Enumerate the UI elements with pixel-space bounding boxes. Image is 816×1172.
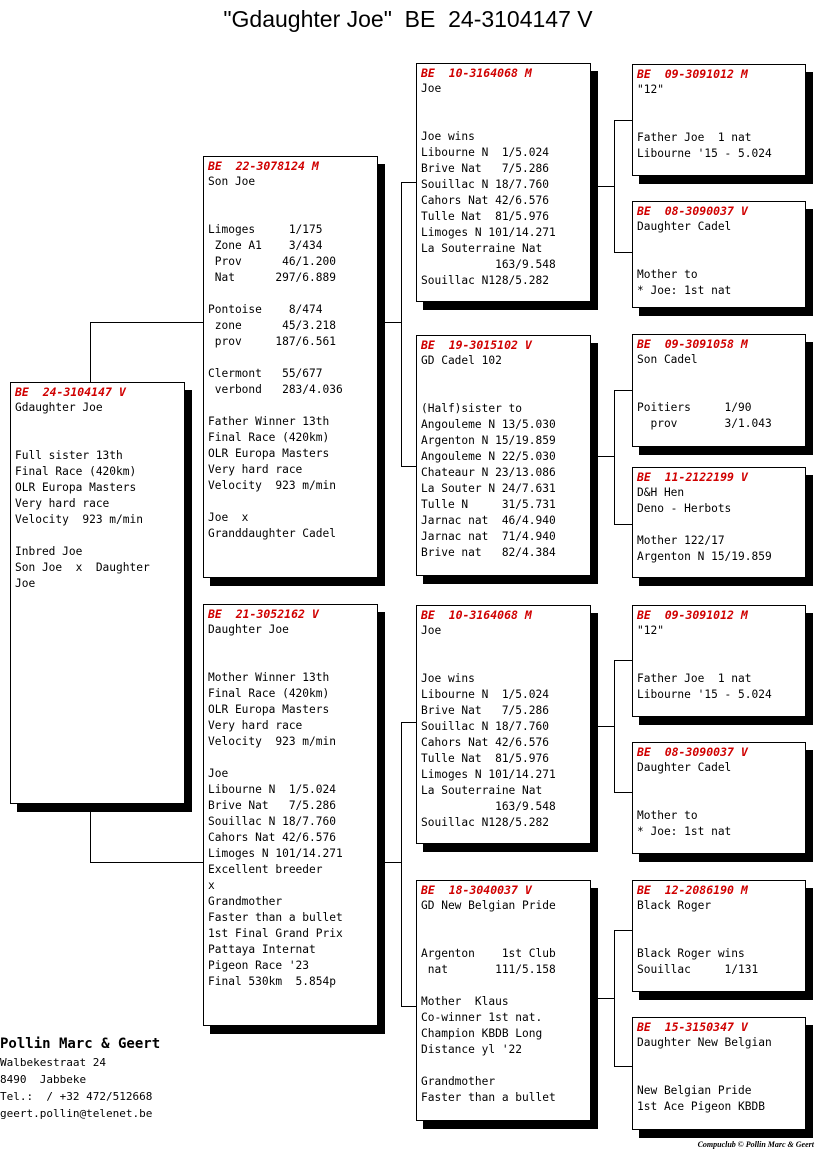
connector-line bbox=[614, 1066, 632, 1067]
card-line: Argenton N 15/19.859 bbox=[421, 434, 556, 447]
card-line: Co-winner 1st nat. bbox=[421, 1011, 543, 1024]
connector-line bbox=[614, 524, 632, 525]
pigeon-card-dam-sire-dam bbox=[632, 742, 806, 854]
card-line: Limoges N 101/14.271 bbox=[208, 847, 343, 860]
card-line: Mother to bbox=[637, 809, 698, 822]
card-line: Daughter Cadel bbox=[637, 761, 732, 774]
breeder-name: Pollin Marc & Geert bbox=[0, 1036, 161, 1052]
card-line: Clermont 55/677 bbox=[208, 367, 323, 380]
card-line: Libourne '15 - 5.024 bbox=[637, 147, 772, 160]
card-line bbox=[208, 398, 377, 414]
card-line: Cahors Nat 42/6.576 bbox=[421, 194, 549, 207]
pigeon-card-dam-sire-sire bbox=[632, 605, 806, 717]
ring-number: BE 11-2122199 V bbox=[637, 470, 748, 484]
connector-line bbox=[614, 390, 615, 524]
card-line bbox=[637, 930, 805, 946]
card-line: Son Cadel bbox=[637, 353, 698, 366]
connector-line bbox=[90, 862, 204, 863]
card-line: Mother to bbox=[637, 268, 698, 281]
card-line bbox=[208, 654, 377, 670]
card-line: nat 111/5.158 bbox=[421, 963, 556, 976]
card-line bbox=[421, 930, 590, 946]
ring-number: BE 09-3091012 M bbox=[637, 608, 748, 622]
card-line: Daughter Cadel bbox=[637, 220, 732, 233]
card-line: Souillac N 18/7.760 bbox=[421, 720, 549, 733]
card-line: Father Joe 1 nat bbox=[637, 131, 752, 144]
card-line bbox=[637, 114, 805, 130]
card-line bbox=[421, 655, 590, 671]
pigeon-card-subject bbox=[10, 382, 185, 804]
breeder-phone: Tel.: / +32 472/512668 bbox=[0, 1090, 153, 1103]
card-line: * Joe: 1st nat bbox=[637, 825, 732, 838]
page-title: "Gdaughter Joe" BE 24-3104147 V bbox=[223, 6, 593, 32]
card-line bbox=[637, 792, 805, 808]
card-line bbox=[421, 369, 590, 385]
card-line: Faster than a bullet bbox=[421, 1091, 556, 1104]
breeder-city: 8490 Jabbeke bbox=[0, 1073, 87, 1086]
connector-line bbox=[90, 322, 204, 323]
pigeon-card-sire bbox=[203, 156, 378, 578]
ring-number: BE 09-3091012 M bbox=[637, 67, 748, 81]
pigeon-card-sire-dam-sire bbox=[632, 334, 806, 447]
card-line: zone 45/3.218 bbox=[208, 319, 336, 332]
card-line: La Souterraine Nat bbox=[421, 784, 543, 797]
card-line: Final 530km 5.854p bbox=[208, 975, 336, 988]
card-line: Brive Nat 7/5.286 bbox=[208, 799, 336, 812]
card-line: Libourne N 1/5.024 bbox=[208, 783, 336, 796]
card-line: Inbred Joe bbox=[15, 545, 83, 558]
card-line bbox=[208, 750, 377, 766]
card-line bbox=[421, 639, 590, 655]
connector-line bbox=[596, 726, 614, 727]
card-line: Daughter Joe bbox=[208, 623, 289, 636]
card-line: 163/9.548 bbox=[421, 800, 556, 813]
card-line: Pattaya Internat bbox=[208, 943, 316, 956]
card-line: Cahors Nat 42/6.576 bbox=[421, 736, 549, 749]
card-line bbox=[208, 286, 377, 302]
card-line: Brive nat 82/4.384 bbox=[421, 546, 556, 559]
ring-number: BE 19-3015102 V bbox=[421, 338, 532, 352]
card-line: Poitiers 1/90 bbox=[637, 401, 752, 414]
connector-line bbox=[401, 182, 417, 183]
card-line: Faster than a bullet bbox=[208, 911, 343, 924]
card-line bbox=[15, 432, 184, 448]
pigeon-card-dam-dam-dam bbox=[632, 1017, 806, 1130]
copyright-footer: Compuclub © Pollin Marc & Geert bbox=[697, 1140, 814, 1149]
card-line bbox=[637, 1051, 805, 1067]
card-line: Excellent breeder bbox=[208, 863, 323, 876]
card-line: Father Joe 1 nat bbox=[637, 672, 752, 685]
connector-line bbox=[401, 466, 417, 467]
card-line: Souillac N 18/7.760 bbox=[421, 178, 549, 191]
card-line: Nat 297/6.889 bbox=[208, 271, 336, 284]
card-line: OLR Europa Masters bbox=[208, 703, 330, 716]
card-line bbox=[421, 113, 590, 129]
card-line: Tulle Nat 81/5.976 bbox=[421, 752, 549, 765]
connector-line bbox=[614, 660, 632, 661]
connector-line bbox=[383, 322, 401, 323]
card-line: Very hard race bbox=[208, 463, 303, 476]
connector-line bbox=[614, 390, 632, 391]
card-line: Very hard race bbox=[15, 497, 110, 510]
card-line: Brive Nat 7/5.286 bbox=[421, 162, 549, 175]
card-line: * Joe: 1st nat bbox=[637, 284, 732, 297]
card-line: Jarnac nat 46/4.940 bbox=[421, 514, 556, 527]
pigeon-card-sire-dam-dam bbox=[632, 467, 806, 578]
card-line: Velocity 923 m/min bbox=[208, 735, 336, 748]
connector-line bbox=[614, 252, 632, 253]
ring-number: BE 08-3090037 V bbox=[637, 204, 748, 218]
card-line: Joe wins bbox=[421, 672, 475, 685]
card-line: Chateaur N 23/13.086 bbox=[421, 466, 556, 479]
card-line: Souillac N128/5.282 bbox=[421, 816, 549, 829]
card-line: Tulle Nat 81/5.976 bbox=[421, 210, 549, 223]
card-line: Angouleme N 13/5.030 bbox=[421, 418, 556, 431]
card-line: OLR Europa Masters bbox=[208, 447, 330, 460]
card-line: Final Race (420km) bbox=[208, 687, 330, 700]
card-line: Libourne N 1/5.024 bbox=[421, 146, 549, 159]
card-line: Mother 122/17 bbox=[637, 534, 725, 547]
card-line bbox=[208, 350, 377, 366]
card-line: Very hard race bbox=[208, 719, 303, 732]
breeder-street: Walbekestraat 24 bbox=[0, 1056, 106, 1069]
card-line: Joe x bbox=[208, 511, 249, 524]
card-line: Distance yl '22 bbox=[421, 1043, 523, 1056]
card-line: Full sister 13th bbox=[15, 449, 123, 462]
pigeon-card-dam-sire bbox=[416, 605, 591, 844]
card-line: Angouleme N 22/5.030 bbox=[421, 450, 556, 463]
ring-number: BE 12-2086190 M bbox=[637, 883, 748, 897]
card-line: Granddaughter Cadel bbox=[208, 527, 336, 540]
card-line bbox=[637, 251, 805, 267]
pigeon-card-sire-sire-sire bbox=[632, 64, 806, 176]
card-line: Black Roger wins bbox=[637, 947, 745, 960]
card-line: prov 187/6.561 bbox=[208, 335, 336, 348]
pigeon-card-sire-sire bbox=[416, 63, 591, 302]
card-line bbox=[15, 528, 184, 544]
card-line: Velocity 923 m/min bbox=[208, 479, 336, 492]
connector-line bbox=[614, 120, 615, 252]
connector-line bbox=[401, 182, 402, 466]
card-line: Libourne N 1/5.024 bbox=[421, 688, 549, 701]
pigeon-card-dam-dam bbox=[416, 880, 591, 1121]
card-line bbox=[208, 190, 377, 206]
connector-line bbox=[614, 660, 615, 792]
connector-line bbox=[614, 930, 632, 931]
pigeon-card-sire-dam bbox=[416, 335, 591, 576]
card-line: Velocity 923 m/min bbox=[15, 513, 143, 526]
card-line: OLR Europa Masters bbox=[15, 481, 137, 494]
pigeon-card-dam bbox=[203, 604, 378, 1026]
card-line bbox=[208, 638, 377, 654]
ring-number: BE 08-3090037 V bbox=[637, 745, 748, 759]
card-line: New Belgian Pride bbox=[637, 1084, 752, 1097]
card-line: verbond 283/4.036 bbox=[208, 383, 343, 396]
card-line: prov 3/1.043 bbox=[637, 417, 772, 430]
card-line bbox=[637, 517, 805, 533]
card-line bbox=[421, 385, 590, 401]
card-line bbox=[637, 235, 805, 251]
connector-line bbox=[614, 792, 632, 793]
card-line: Son Joe x Daughter bbox=[15, 561, 150, 574]
card-line: (Half)sister to bbox=[421, 402, 523, 415]
card-line: Joe bbox=[15, 577, 36, 590]
breeder-email[interactable]: geert.pollin@telenet.be bbox=[0, 1107, 153, 1120]
card-line: "12" bbox=[637, 624, 664, 637]
connector-line bbox=[90, 810, 91, 862]
card-line: Prov 46/1.200 bbox=[208, 255, 336, 268]
card-line: Grandmother bbox=[421, 1075, 496, 1088]
card-line: Final Race (420km) bbox=[15, 465, 137, 478]
card-line: 1st Final Grand Prix bbox=[208, 927, 343, 940]
card-line: Jarnac nat 71/4.940 bbox=[421, 530, 556, 543]
connector-line bbox=[596, 998, 614, 999]
ring-number: BE 18-3040037 V bbox=[421, 883, 532, 897]
card-line: Pontoise 8/474 bbox=[208, 303, 323, 316]
card-line: Limoges N 101/14.271 bbox=[421, 226, 556, 239]
connector-line bbox=[614, 120, 632, 121]
card-line: Limoges 1/175 bbox=[208, 223, 323, 236]
card-line: GD Cadel 102 bbox=[421, 354, 502, 367]
card-line: GD New Belgian Pride bbox=[421, 899, 556, 912]
ring-number: BE 10-3164068 M bbox=[421, 608, 532, 622]
card-line: Souillac N 18/7.760 bbox=[208, 815, 336, 828]
card-line: Grandmother bbox=[208, 895, 283, 908]
ring-number: BE 10-3164068 M bbox=[421, 66, 532, 80]
card-line: Libourne '15 - 5.024 bbox=[637, 688, 772, 701]
card-line bbox=[208, 494, 377, 510]
card-line bbox=[208, 206, 377, 222]
card-line: Cahors Nat 42/6.576 bbox=[208, 831, 336, 844]
card-line: Souillac 1/131 bbox=[637, 963, 759, 976]
card-line: Deno - Herbots bbox=[637, 502, 732, 515]
card-line: Joe bbox=[208, 767, 229, 780]
card-line: La Souterraine Nat bbox=[421, 242, 543, 255]
card-line: Argenton 1st Club bbox=[421, 947, 556, 960]
card-line: Argenton N 15/19.859 bbox=[637, 550, 772, 563]
ring-number: BE 15-3150347 V bbox=[637, 1020, 748, 1034]
card-line: Pigeon Race '23 bbox=[208, 959, 310, 972]
card-line bbox=[637, 384, 805, 400]
card-line: Joe bbox=[421, 624, 442, 637]
card-line bbox=[421, 914, 590, 930]
card-line: Champion KBDB Long bbox=[421, 1027, 543, 1040]
card-line bbox=[637, 98, 805, 114]
card-line: Final Race (420km) bbox=[208, 431, 330, 444]
card-line: 1st Ace Pigeon KBDB bbox=[637, 1100, 765, 1113]
card-line bbox=[637, 776, 805, 792]
ring-number: BE 21-3052162 V bbox=[208, 607, 319, 621]
card-line: La Souter N 24/7.631 bbox=[421, 482, 556, 495]
card-line: "12" bbox=[637, 83, 664, 96]
connector-line bbox=[614, 930, 615, 1066]
card-line: Limoges N 101/14.271 bbox=[421, 768, 556, 781]
card-line: D&H Hen bbox=[637, 486, 685, 499]
connector-line bbox=[596, 186, 614, 187]
card-line: Tulle N 31/5.731 bbox=[421, 498, 556, 511]
ring-number: BE 22-3078124 M bbox=[208, 159, 319, 173]
card-line: 163/9.548 bbox=[421, 258, 556, 271]
card-line: Father Winner 13th bbox=[208, 415, 330, 428]
connector-line bbox=[401, 722, 402, 1007]
card-line: Mother Klaus bbox=[421, 995, 509, 1008]
card-line: Mother Winner 13th bbox=[208, 671, 330, 684]
card-line bbox=[637, 1067, 805, 1083]
breeder-info bbox=[0, 1034, 160, 1122]
card-line bbox=[637, 655, 805, 671]
card-line: Gdaughter Joe bbox=[15, 401, 103, 414]
card-line bbox=[421, 1058, 590, 1074]
ring-number: BE 09-3091058 M bbox=[637, 337, 748, 351]
card-line: Daughter New Belgian bbox=[637, 1036, 772, 1049]
card-line: Brive Nat 7/5.286 bbox=[421, 704, 549, 717]
card-line: x bbox=[208, 879, 215, 892]
card-line bbox=[637, 368, 805, 384]
ring-number: BE 24-3104147 V bbox=[15, 385, 126, 399]
connector-line bbox=[90, 322, 91, 384]
card-line bbox=[637, 639, 805, 655]
card-line bbox=[637, 914, 805, 930]
card-line: Zone A1 3/434 bbox=[208, 239, 323, 252]
pigeon-card-dam-dam-sire bbox=[632, 880, 806, 992]
connector-line bbox=[401, 1006, 417, 1007]
card-line: Black Roger bbox=[637, 899, 712, 912]
card-line: Joe wins bbox=[421, 130, 475, 143]
card-line bbox=[421, 978, 590, 994]
card-line bbox=[421, 97, 590, 113]
card-line: Joe bbox=[421, 82, 442, 95]
pigeon-card-sire-sire-dam bbox=[632, 201, 806, 308]
card-line bbox=[15, 416, 184, 432]
connector-line bbox=[401, 722, 417, 723]
card-line: Souillac N128/5.282 bbox=[421, 274, 549, 287]
card-line: Son Joe bbox=[208, 175, 256, 188]
connector-line bbox=[383, 862, 401, 863]
connector-line bbox=[596, 456, 614, 457]
